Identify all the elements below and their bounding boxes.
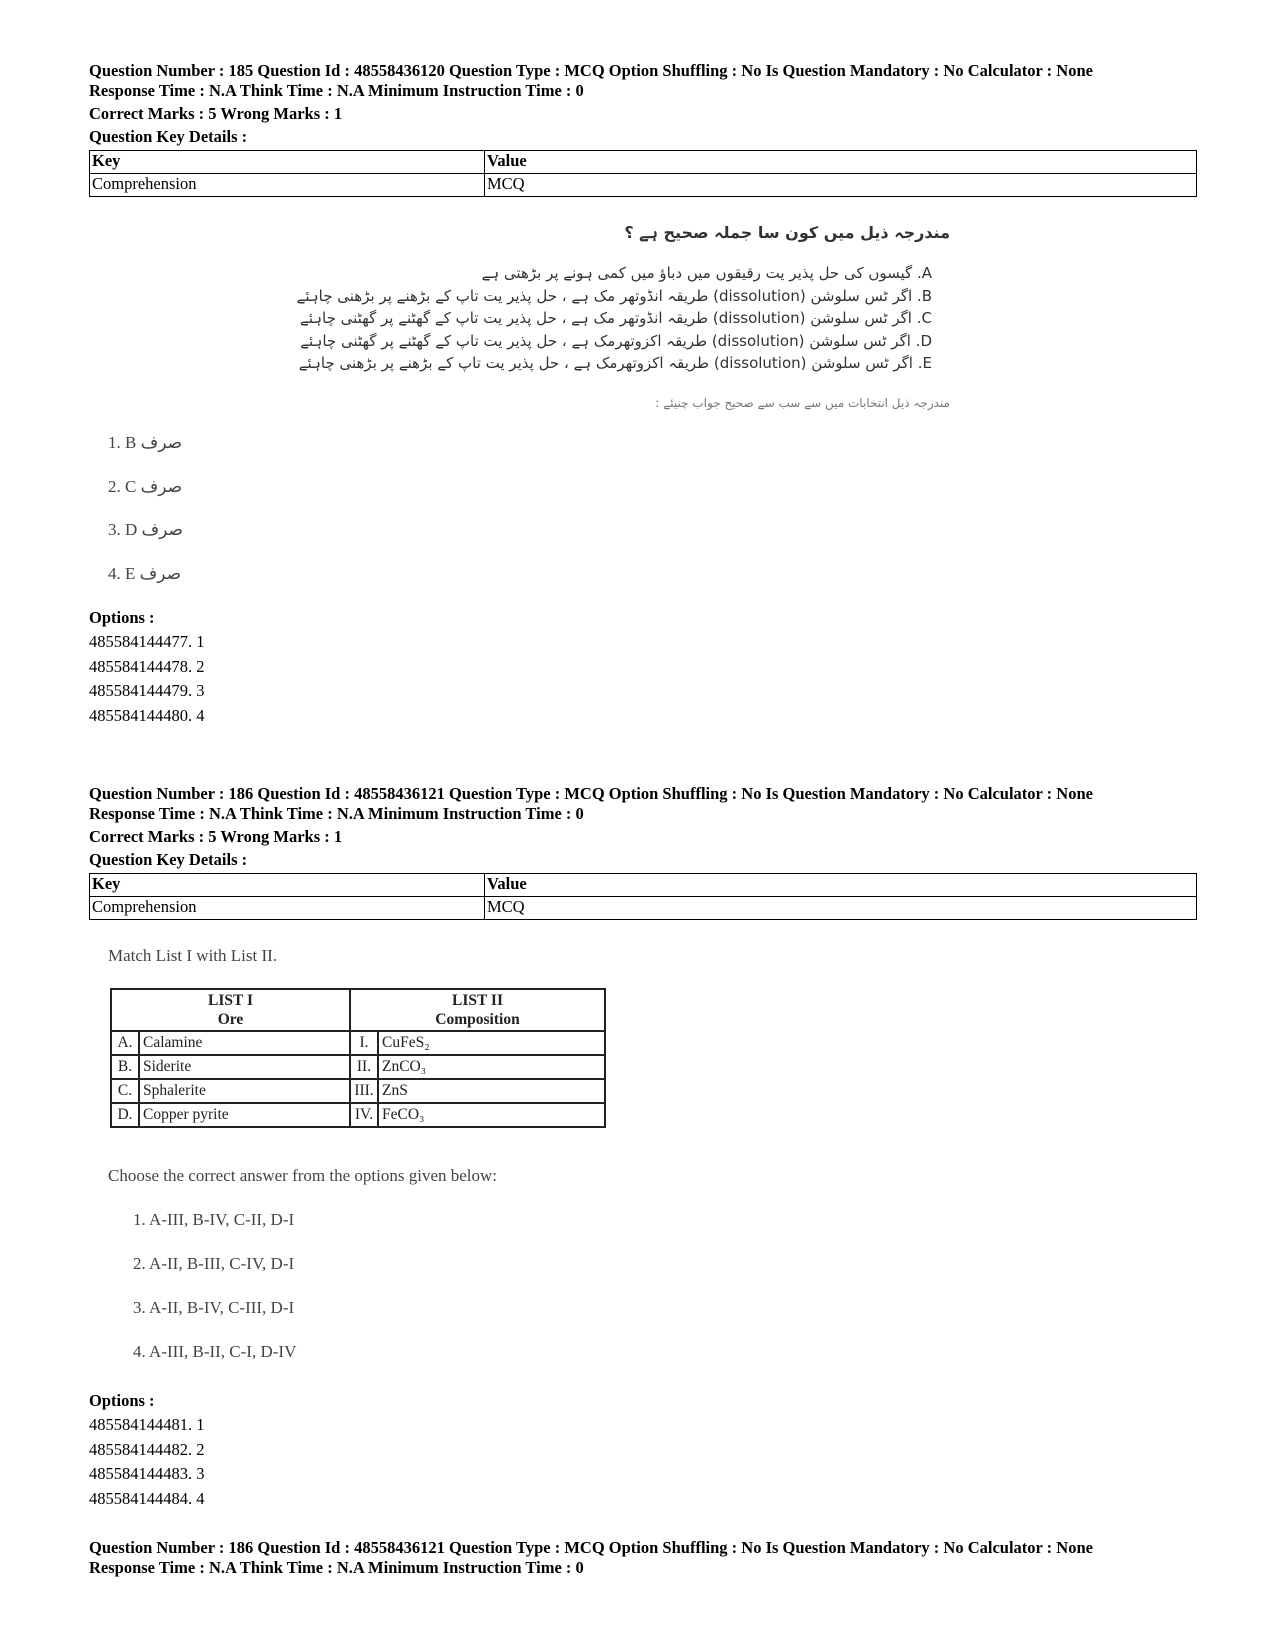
question-timing: Response Time : N.A Think Time : N.A Minimum Instruction Time : 0 bbox=[89, 804, 584, 823]
choice-4: 4. E صرف bbox=[108, 564, 182, 583]
list-2-title: LIST II bbox=[452, 992, 503, 1009]
instruction-text: مندرجہ ذیل انتخابات میں سے سب سے صحیح جواب چنیئے : bbox=[655, 396, 950, 410]
question-text: Match List I with List II. bbox=[108, 946, 278, 965]
options-block bbox=[89, 606, 205, 728]
key-details-label: Question Key Details : bbox=[89, 127, 248, 146]
question-timing: Response Time : N.A Think Time : N.A Minimum Instruction Time : 0 bbox=[89, 81, 584, 100]
value-header: Value bbox=[485, 874, 1197, 897]
composition-cell: FeCO₃ bbox=[378, 1103, 605, 1127]
statement-c: C. اگر ٹس سلوشن (dissolution) طریقہ انڈوتھر مک ہے ، حل پذیر یت تاپ کے گھٹنے پر گھٹنی چاہئے bbox=[299, 309, 932, 327]
row-letter: D. bbox=[111, 1103, 139, 1127]
statement-d: D. اگر ٹس سلوشن (dissolution) طریقہ اکزوتھرمک ہے ، حل پذیر یت تاپ کے گھٹنے پر گھٹنی چاہئے bbox=[300, 331, 932, 350]
question-meta: Question Number : 185 Question Id : 48558436120 Question Type : MCQ Option Shuffling : No Is Question Mandatory : No Calculator : None bbox=[89, 61, 1093, 80]
key-cell: Comprehension bbox=[90, 897, 485, 920]
options-label: Options : bbox=[89, 1391, 155, 1410]
key-header: Key bbox=[90, 151, 485, 174]
match-list-table bbox=[110, 988, 606, 1128]
option-1: 485584144481. 1 bbox=[89, 1415, 205, 1434]
option-3: 485584144479. 3 bbox=[89, 681, 205, 700]
list-row bbox=[111, 1031, 605, 1055]
question-185-header bbox=[89, 61, 1093, 101]
list-row bbox=[111, 1103, 605, 1127]
question-timing: Response Time : N.A Think Time : N.A Minimum Instruction Time : 0 bbox=[89, 1558, 584, 1577]
list-1-subtitle: Ore bbox=[217, 1011, 244, 1028]
option-4: 485584144484. 4 bbox=[89, 1488, 205, 1508]
row-letter: C. bbox=[111, 1079, 139, 1103]
choice-2: 2. C صرف bbox=[108, 477, 183, 496]
row-numeral: II. bbox=[350, 1055, 378, 1079]
row-letter: B. bbox=[111, 1055, 139, 1079]
instruction-text: Choose the correct answer from the options given below: bbox=[108, 1166, 498, 1185]
row-letter: A. bbox=[111, 1031, 139, 1055]
choice-1: 1. A-III, B-IV, C-II, D-I bbox=[133, 1210, 295, 1229]
option-3: 485584144483. 3 bbox=[89, 1464, 205, 1483]
statement-a: A. گیسوں کی حل پذیر یت رقیقوں میں دباؤ میں کمی ہونے پر بڑھتی ہے bbox=[481, 264, 932, 282]
option-2: 485584144478. 2 bbox=[89, 656, 205, 676]
key-details-table bbox=[89, 150, 1197, 197]
key-header: Key bbox=[90, 874, 485, 897]
row-numeral: I. bbox=[350, 1031, 378, 1055]
options-block bbox=[89, 1389, 205, 1511]
statement-b: B. اگر ٹس سلوشن (dissolution) طریقہ انڈوتھر مک ہے ، حل پذیر یت تاپ کے بڑھنے پر بڑھنی چاہئے bbox=[296, 286, 932, 305]
choice-3: 3. D صرف bbox=[108, 520, 183, 539]
marks: Correct Marks : 5 Wrong Marks : 1 bbox=[89, 827, 343, 846]
list-row bbox=[111, 1055, 605, 1079]
choice-3: 3. A-II, B-IV, C-III, D-I bbox=[133, 1298, 295, 1317]
composition-cell: ZnCO₃ bbox=[378, 1055, 605, 1079]
row-numeral: IV. bbox=[350, 1103, 378, 1127]
choice-4: 4. A-III, B-II, C-I, D-IV bbox=[133, 1342, 297, 1361]
question-186-repeat-header bbox=[89, 1538, 1093, 1578]
ore-cell: Sphalerite bbox=[139, 1079, 350, 1103]
question-text: مندرجہ ذیل میں کون سا جملہ صحیح ہے ؟ bbox=[624, 223, 950, 242]
value-cell: MCQ bbox=[485, 174, 1197, 197]
option-1: 485584144477. 1 bbox=[89, 632, 205, 651]
choice-1: 1. B صرف bbox=[108, 433, 183, 452]
question-meta: Question Number : 186 Question Id : 48558436121 Question Type : MCQ Option Shuffling : No Is Question Mandatory : No Calculator : None bbox=[89, 1538, 1093, 1557]
question-186-header bbox=[89, 784, 1093, 824]
composition-cell: CuFeS₂ bbox=[378, 1031, 605, 1055]
list-1-header bbox=[111, 989, 350, 1031]
list-1-title: LIST I bbox=[208, 992, 253, 1009]
composition-cell: ZnS bbox=[378, 1079, 605, 1103]
marks: Correct Marks : 5 Wrong Marks : 1 bbox=[89, 104, 343, 123]
list-2-header bbox=[350, 989, 605, 1031]
ore-cell: Siderite bbox=[139, 1055, 350, 1079]
option-4: 485584144480. 4 bbox=[89, 705, 205, 725]
key-details-label: Question Key Details : bbox=[89, 850, 248, 869]
row-numeral: III. bbox=[350, 1079, 378, 1103]
statement-e: E. اگر ٹس سلوشن (dissolution) طریقہ اکزوتھرمک ہے ، حل پذیر یت تاپ کے بڑھنے پر بڑھنی چاہئے bbox=[298, 354, 932, 372]
ore-cell: Calamine bbox=[139, 1031, 350, 1055]
options-label: Options : bbox=[89, 608, 155, 627]
option-2: 485584144482. 2 bbox=[89, 1439, 205, 1459]
key-cell: Comprehension bbox=[90, 174, 485, 197]
question-meta: Question Number : 186 Question Id : 48558436121 Question Type : MCQ Option Shuffling : No Is Question Mandatory : No Calculator : None bbox=[89, 784, 1093, 803]
list-row bbox=[111, 1079, 605, 1103]
choice-2: 2. A-II, B-III, C-IV, D-I bbox=[133, 1254, 295, 1273]
ore-cell: Copper pyrite bbox=[139, 1103, 350, 1127]
value-cell: MCQ bbox=[485, 897, 1197, 920]
list-2-subtitle: Composition bbox=[435, 1011, 520, 1028]
question-185-image bbox=[250, 222, 950, 422]
key-details-table bbox=[89, 873, 1197, 920]
value-header: Value bbox=[485, 151, 1197, 174]
